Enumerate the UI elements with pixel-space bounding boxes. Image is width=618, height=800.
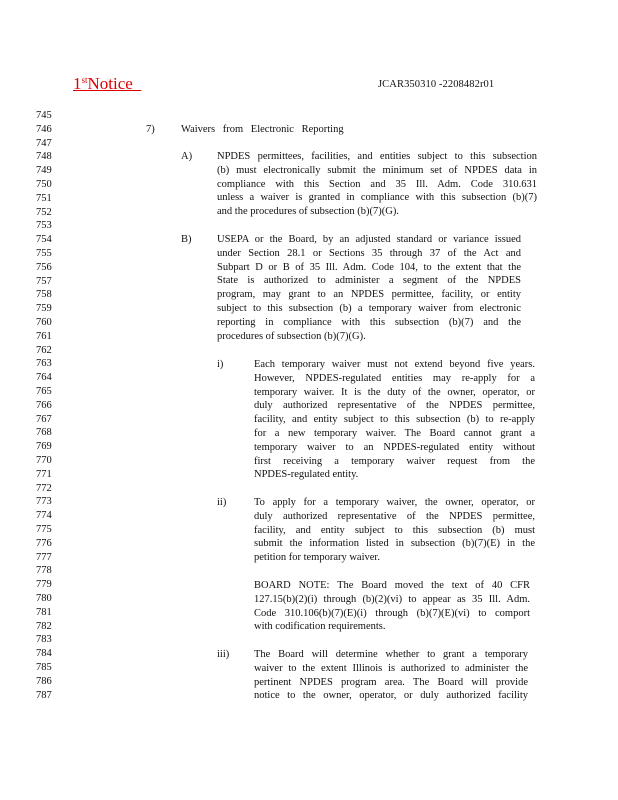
notice-number: 1 (73, 74, 82, 93)
text-line: BOARD NOTE: The Board moved the text of 40 CFR (254, 580, 530, 591)
line-number: 746 (36, 123, 52, 135)
text-line: However, NPDES-regulated entities may re-apply for a (254, 372, 535, 384)
line-number: 750 (36, 179, 52, 190)
item-i-label: i) (217, 359, 224, 370)
line-number: 764 (36, 372, 52, 384)
text-line: NPDES permittees, facilities, and entities subject to this subsection (217, 151, 537, 162)
item-a-label: A) (181, 151, 193, 162)
line-number: 785 (36, 662, 52, 673)
item-ii-text (254, 496, 535, 565)
line-number: 753 (36, 220, 52, 232)
item-a-text (217, 150, 537, 219)
line-number: 752 (36, 206, 52, 218)
text-line: subject to this subsection (b) a temporary waiver from electronic (217, 302, 521, 314)
line-number: 778 (36, 565, 52, 577)
text-line: pertinent NPDES program area. The Board will provide (254, 676, 528, 688)
text-line: USEPA or the Board, by an adjusted standard or variance issued (217, 234, 521, 245)
text-line: and the procedures of subsection (b)(7)(G). (217, 206, 399, 218)
item-iii-text (254, 648, 528, 703)
text-line: temporary waiver to an NPDES-regulated entity without (254, 441, 535, 453)
text-line: (b) must electronically submit the minimum set of NPDES data in (217, 164, 537, 176)
line-number: 745 (36, 110, 52, 121)
line-number: 754 (36, 234, 52, 246)
line-number: 770 (36, 455, 52, 466)
text-line: facility, and entity subject to this subsection (b) to re-apply (254, 414, 535, 426)
text-line: State is authorized to administer a segment of the NPDES (217, 275, 521, 287)
text-line: The Board will determine whether to grant a temporary (254, 649, 528, 660)
text-line: Code 310.106(b)(7)(E)(i) through (b)(7)(E)(vi) to comport (254, 607, 530, 619)
text-line: program, may grant to an NPDES permittee, facility, or entity (217, 289, 521, 301)
line-number: 751 (36, 192, 52, 204)
text-line: Subpart D or B of 35 Ill. Adm. Code 104, to the extent that the (217, 261, 521, 273)
line-number: 765 (36, 386, 52, 397)
text-line: duly authorized representative of the NPDES permittee, (254, 510, 535, 522)
line-number: 763 (36, 358, 52, 370)
text-line: temporary waiver. It is the duty of the owner, operator, or (254, 386, 535, 398)
document-id: JCAR350310 -2208482r01 (378, 79, 495, 90)
line-number: 784 (36, 648, 52, 660)
line-number: 769 (36, 441, 52, 453)
line-number: 775 (36, 524, 52, 535)
text-line: notice to the owner, operator, or duly authorized facility (254, 690, 528, 702)
section-7-heading: Waivers from Electronic Reporting (181, 124, 344, 135)
text-line: first receiving a temporary waiver request from the (254, 455, 535, 467)
text-line: NPDES-regulated entity. (254, 469, 359, 481)
notice-title (73, 74, 141, 94)
text-line: petition for temporary waiver. (254, 552, 380, 564)
line-number: 761 (36, 330, 52, 342)
section-7-label: 7) (146, 124, 155, 135)
text-line: reporting in compliance with this subsection (b)(7) and the (217, 316, 521, 328)
line-number: 747 (36, 137, 52, 149)
line-number: 760 (36, 317, 52, 328)
text-line: facility, and entity subject to this subsection (b) must (254, 524, 535, 536)
item-ii-label: ii) (217, 497, 227, 508)
line-number: 771 (36, 468, 52, 480)
line-number: 757 (36, 275, 52, 287)
line-number: 787 (36, 689, 52, 701)
text-line: To apply for a temporary waiver, the owner, operator, or (254, 497, 535, 508)
line-number: 786 (36, 675, 52, 687)
line-number: 748 (36, 151, 52, 163)
line-number: 782 (36, 620, 52, 632)
line-number: 780 (36, 593, 52, 604)
line-number: 779 (36, 579, 52, 591)
text-line: unless a waiver is granted in compliance with this subsection (b)(7) (217, 192, 537, 204)
line-number: 766 (36, 399, 52, 411)
line-number: 783 (36, 634, 52, 646)
line-number: 781 (36, 606, 52, 618)
notice-word: Notice (87, 74, 133, 93)
text-line: 127.15(b)(2)(i) through (b)(2)(vi) to appear as 35 Ill. Adm. (254, 593, 530, 605)
item-b-label: B) (181, 234, 192, 245)
board-note-text (254, 579, 530, 634)
line-number: 767 (36, 413, 52, 425)
line-number: 762 (36, 344, 52, 356)
text-line: compliance with this Section and 35 Ill. Adm. Code 310.631 (217, 178, 537, 190)
text-line: with codification requirements. (254, 621, 386, 633)
line-number: 774 (36, 510, 52, 522)
text-line: duly authorized representative of the NPDES permittee, (254, 400, 535, 412)
line-number: 773 (36, 496, 52, 508)
text-line: under Section 28.1 or Sections 35 through 37 of the Act and (217, 247, 521, 259)
item-i-text (254, 358, 535, 482)
line-number: 749 (36, 165, 52, 177)
line-number: 777 (36, 551, 52, 563)
line-number: 759 (36, 303, 52, 315)
text-line: Each temporary waiver must not extend beyond five years. (254, 359, 535, 370)
text-line: waiver to the extent Illinois is authorized to administer the (254, 662, 528, 674)
line-number: 768 (36, 427, 52, 439)
item-iii-label: iii) (217, 649, 230, 660)
line-number: 755 (36, 248, 52, 259)
notice-superscript: st (81, 75, 88, 85)
text-line: procedures of subsection (b)(7)(G). (217, 330, 366, 342)
text-line: submit the information listed in subsection (b)(7)(E) in the (254, 538, 535, 550)
line-number: 756 (36, 261, 52, 273)
line-number: 758 (36, 289, 52, 301)
text-line: for a new temporary waiver. The Board cannot grant a (254, 427, 535, 439)
line-number: 776 (36, 537, 52, 549)
item-b-text (217, 233, 521, 343)
line-number: 772 (36, 482, 52, 494)
